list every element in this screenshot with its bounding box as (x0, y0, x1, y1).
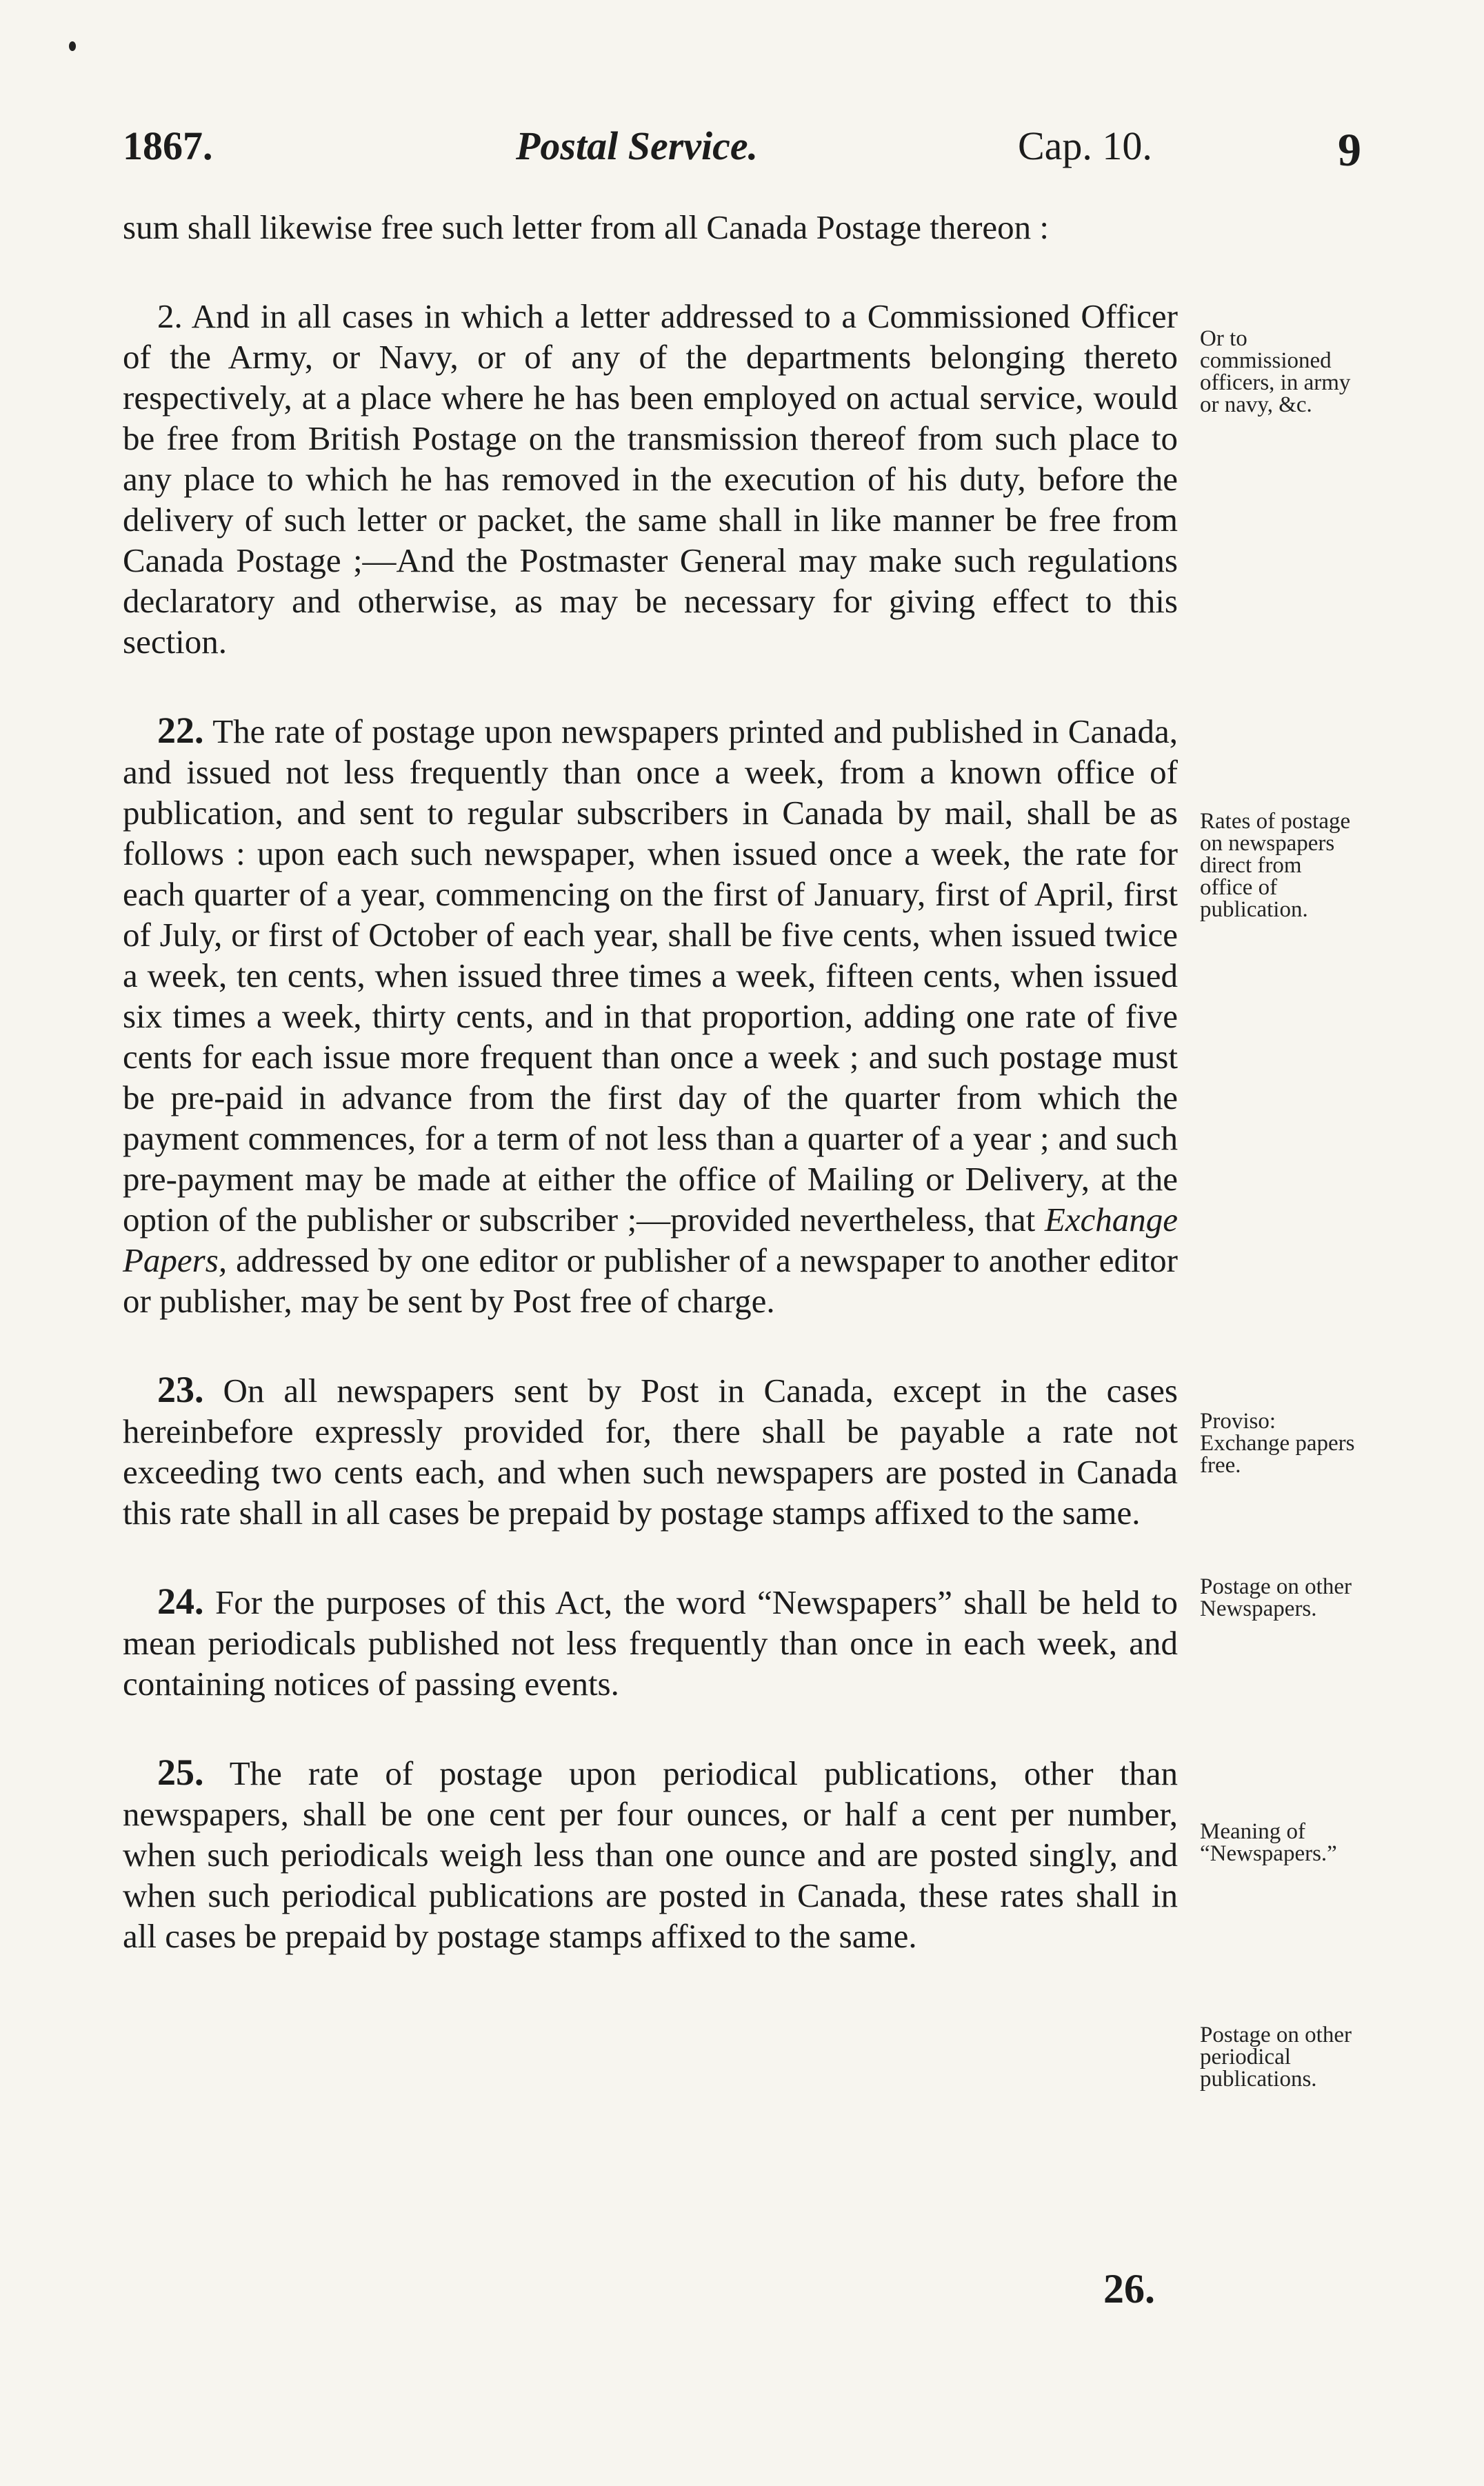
section-number-24: 24. (157, 1581, 204, 1622)
paragraph-subsection-2: 2. And in all cases in which a letter addressed to a Commissioned Officer of the Army, or Navy, or of any of the departments belonging thereto respectively, at a place where he has been employed on actual service, would be free from British Postage on the transmission thereof from such place to any place to which he has removed in the execution of his duty, before the delivery of such letter or packet, the same shall in like manner be free from Canada Postage ;—And the Postmaster General may make such regulations declaratory and otherwise, as may be necessary for giving effect to this section. (123, 297, 1178, 661)
header-year: 1867. (123, 123, 213, 168)
header-chapter: Cap. 10. (1018, 123, 1152, 168)
section-23-text: On all newspapers sent by Post in Canada, except in the cases hereinbefore expressly provided for, there shall be payable a rate not exceeding two cents each, and when such newspapers are posted in Canada this rate shall in all cases be prepaid by postage stamps affixed to the same. (123, 1372, 1178, 1532)
margin-note-periodicals: Postage on other periodical publications. (1200, 2023, 1352, 2092)
paragraph-section-22 (123, 710, 1178, 1321)
body-text (123, 207, 1178, 1956)
page-number: 9 (1338, 123, 1361, 176)
section-22-italic: Exchange Papers, (123, 1201, 1178, 1279)
margin-note-rates: Rates of postage on newspapers direct from office of publication. (1200, 809, 1351, 922)
section-22-text: The rate of postage upon newspapers printed and published in Canada, and issued not less frequently than once a week, from a known office of publication, and sent to regular subscribers in Canada by mail, shall be as follows : upon each such newspaper, when issued once a week, the rate for each quarter of a year, commencing on the first of January, first of April, first of July, or first of October of each year, shall be five cents, when issued twice a week, ten cents, when issued three times a week, fifteen cents, when issued six times a week, thirty cents, and in that proportion, adding one rate of five cents for each issue more frequent than once a week ; and such postage must be pre-paid in advance from the first day of the quarter from which the payment commences, for a term of not less than a quarter of a year ; and such pre-payment may be made at either the office of Mailing or Delivery, at the option of the publisher or subscriber ;—provided nevertheless, that (123, 712, 1178, 1239)
margin-note-officers: Or to commissioned officers, in army or navy, &c. (1200, 326, 1351, 417)
paragraph-section-24 (123, 1581, 1178, 1704)
section-number-22: 22. (157, 710, 204, 751)
margin-note-other-newspapers: Postage on other Newspapers. (1200, 1574, 1352, 1621)
paragraph-section-23 (123, 1370, 1178, 1533)
section-25-text: The rate of postage upon periodical publications, other than newspapers, shall be one cent per four ounces, or half a cent per number, when such periodicals weigh less than one ounce and are posted singly, and when such periodical publications are posted in Canada, these rates shall in all cases be prepaid by postage stamps affixed to the same. (123, 1754, 1178, 1955)
margin-note-meaning: Meaning of “Newspapers.” (1200, 1819, 1337, 1866)
catchword: 26. (1103, 2266, 1155, 2312)
header-title: Postal Service. (516, 123, 759, 168)
paragraph-section-25 (123, 1752, 1178, 1956)
section-number-25: 25. (157, 1752, 204, 1793)
running-header (123, 123, 1364, 178)
margin-note-proviso: Proviso: Exchange papers free. (1200, 1409, 1355, 1478)
section-number-23: 23. (157, 1369, 204, 1410)
ink-speck (69, 41, 76, 51)
section-24-text: For the purposes of this Act, the word “Newspapers” shall be held to mean periodicals published not less frequently than once in each week, and containing notices of passing events. (123, 1583, 1178, 1703)
paragraph-continuation: sum shall likewise free such letter from all Canada Postage thereon : (123, 208, 1050, 246)
section-22-text-end: addressed by one editor or publisher of a newspaper to another editor or publisher, may be sent by Post free of charge. (123, 1241, 1179, 1320)
